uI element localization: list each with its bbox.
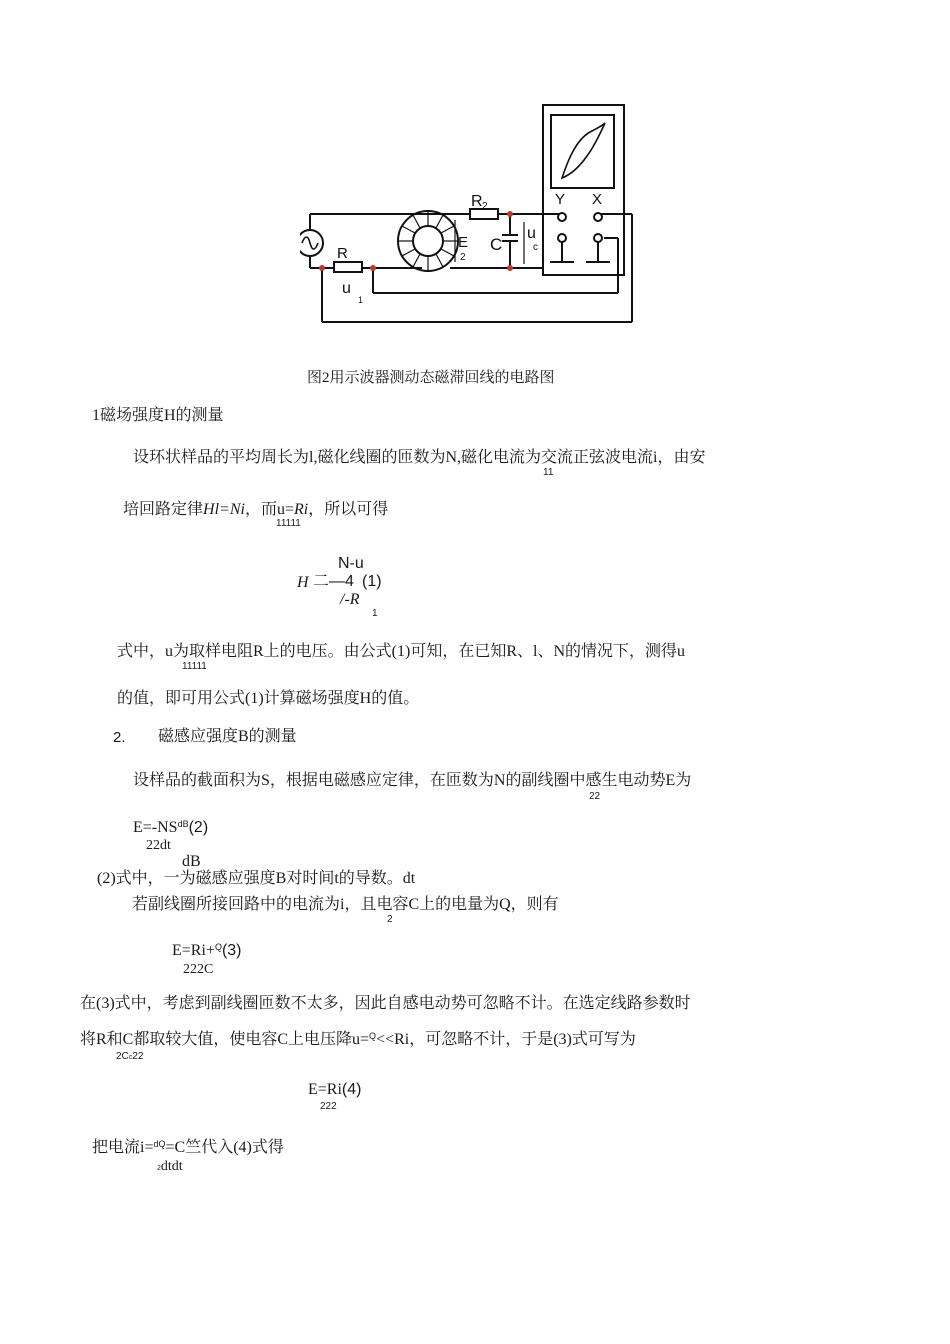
label-r2: R <box>471 193 483 210</box>
formula1-numerator: N-u <box>338 555 364 572</box>
label-e-sub: 2 <box>460 252 466 263</box>
ac-source-icon <box>300 230 323 256</box>
section2-paragraph5 <box>92 1140 284 1156</box>
formula2-sup: dB <box>177 819 189 829</box>
formula1-denominator-sub: 1 <box>372 608 378 619</box>
section2-paragraph3: 若副线圈所接回路中的电流为i，且电容C上的电量为Q，则有 <box>132 896 559 913</box>
formula3-tag: (3) <box>221 942 242 959</box>
label-e: E <box>458 234 469 251</box>
p4-sub-small: c <box>128 1054 133 1061</box>
label-u1-sub: 1 <box>358 295 364 305</box>
formula3-sub: 222C <box>183 962 214 977</box>
formula1-denominator: /-R <box>340 591 360 608</box>
p4-line2-a: 将R和C都取较大值，使电容C上电压降u= <box>80 1031 370 1048</box>
formula2-sub-text: 22dt <box>146 838 171 853</box>
section1-paragraph2-line1: 式中，u为取样电阻R上的电压。由公式(1)可知，在已知R、l、N的情况下，测得u <box>117 643 686 660</box>
p5-sub: dtdt <box>160 1159 183 1174</box>
section1-paragraph1-subscript2: 11111 <box>276 518 301 529</box>
formula-hl-ni: Hl=Ni <box>203 501 245 518</box>
formula4-lhs: E=Ri <box>308 1081 342 1098</box>
label-r2-sub: 2 <box>482 201 488 212</box>
formula4-sub: 222 <box>320 1101 337 1112</box>
p5-b: =C竺代入(4)式得 <box>165 1139 284 1156</box>
figure-caption: 图2用示波器测动态磁滞回线的电路图 <box>307 370 555 386</box>
label-u-sub: c <box>533 242 538 253</box>
label-u1: u <box>342 280 351 297</box>
section2-paragraph4-subscript <box>116 1052 143 1062</box>
formula1-equals: 二—4 <box>313 573 354 590</box>
p4-line2-sup: Q <box>369 1031 377 1041</box>
formula2-sub <box>146 837 171 853</box>
p4-line2-b: <<Ri，可忽略不计，于是(3)式可写为 <box>376 1031 636 1048</box>
formula3-lhs: E=Ri+ <box>172 942 215 959</box>
p5-sup: dQ <box>153 1139 166 1149</box>
section2-paragraph5-sub <box>157 1158 183 1174</box>
label-x: X <box>592 191 603 208</box>
formula4-main <box>308 1082 361 1098</box>
section1-paragraph1-subscript1: 11 <box>543 467 554 478</box>
text-so-get: ，所以可得 <box>308 501 389 518</box>
p5-sub-small: 2 <box>157 1165 161 1172</box>
section2-paragraph1: 设样品的截面积为S，根据电磁感应定律，在匝数为N的副线圈中感生电动势E为 <box>133 772 692 789</box>
label-u: u <box>527 225 536 242</box>
toroid-inner <box>413 226 443 256</box>
section1-paragraph1-line2 <box>123 502 388 518</box>
section2-heading: 磁感应强度B的测量 <box>158 728 297 745</box>
formula3-main <box>172 943 242 959</box>
p4-sub-b: 22 <box>132 1051 144 1062</box>
terminal-x-ground <box>594 234 602 242</box>
label-y: Y <box>555 191 566 208</box>
section2-paragraph4-line1: 在(3)式中，考虑到副线圈匝数不太多，因此自感电动势可忽略不计。在选定线路参数时 <box>80 995 691 1012</box>
label-r: R <box>337 245 348 262</box>
formula4-tag: (4) <box>341 1081 362 1098</box>
formula2-tag: (2) <box>188 819 209 836</box>
terminal-y <box>558 213 566 221</box>
circuit-diagram <box>300 100 640 330</box>
section2-number: 2. <box>113 729 126 746</box>
resistor-r1 <box>334 262 362 272</box>
label-c: C <box>490 235 503 254</box>
formula2-main <box>133 820 208 836</box>
oscilloscope-screen <box>551 115 614 188</box>
formula3-sup: Q <box>214 942 222 952</box>
section2-paragraph2: (2)式中，一为磁感应强度B对时间t的导数。dt <box>97 870 416 887</box>
section2-paragraph1-subscript: 22 <box>589 791 601 802</box>
oscilloscope-body <box>543 105 624 275</box>
derivative-db: dB <box>182 853 201 870</box>
formula2-lhs: E=-NS <box>133 819 178 836</box>
formula1-lhs: H <box>297 574 309 591</box>
text-ampere-law: 培回路定律 <box>123 501 204 518</box>
text-and-u: ，而u= <box>244 501 294 518</box>
section1-paragraph2-subscript: 11111 <box>182 661 207 672</box>
p4-sub-a: 2C <box>116 1051 129 1062</box>
formula1-tag: (1) <box>362 573 382 590</box>
section1-paragraph1-line1: 设环状样品的平均周长为l,磁化线圈的匝数为N,磁化电流为交流正弦波电流i，由安 <box>133 449 706 466</box>
terminal-y-ground <box>558 234 566 242</box>
section1-heading: 1磁场强度H的测量 <box>92 407 224 424</box>
terminal-x <box>594 213 602 221</box>
section1-paragraph2-line2: 的值，即可用公式(1)计算磁场强度H的值。 <box>117 690 420 707</box>
p5-a: 把电流i= <box>92 1139 154 1156</box>
section2-paragraph4-line2 <box>80 1032 636 1048</box>
formula-ri: Ri <box>293 501 309 518</box>
section2-paragraph3-subscript: 2 <box>387 914 393 925</box>
hysteresis-loop-icon <box>562 123 605 178</box>
